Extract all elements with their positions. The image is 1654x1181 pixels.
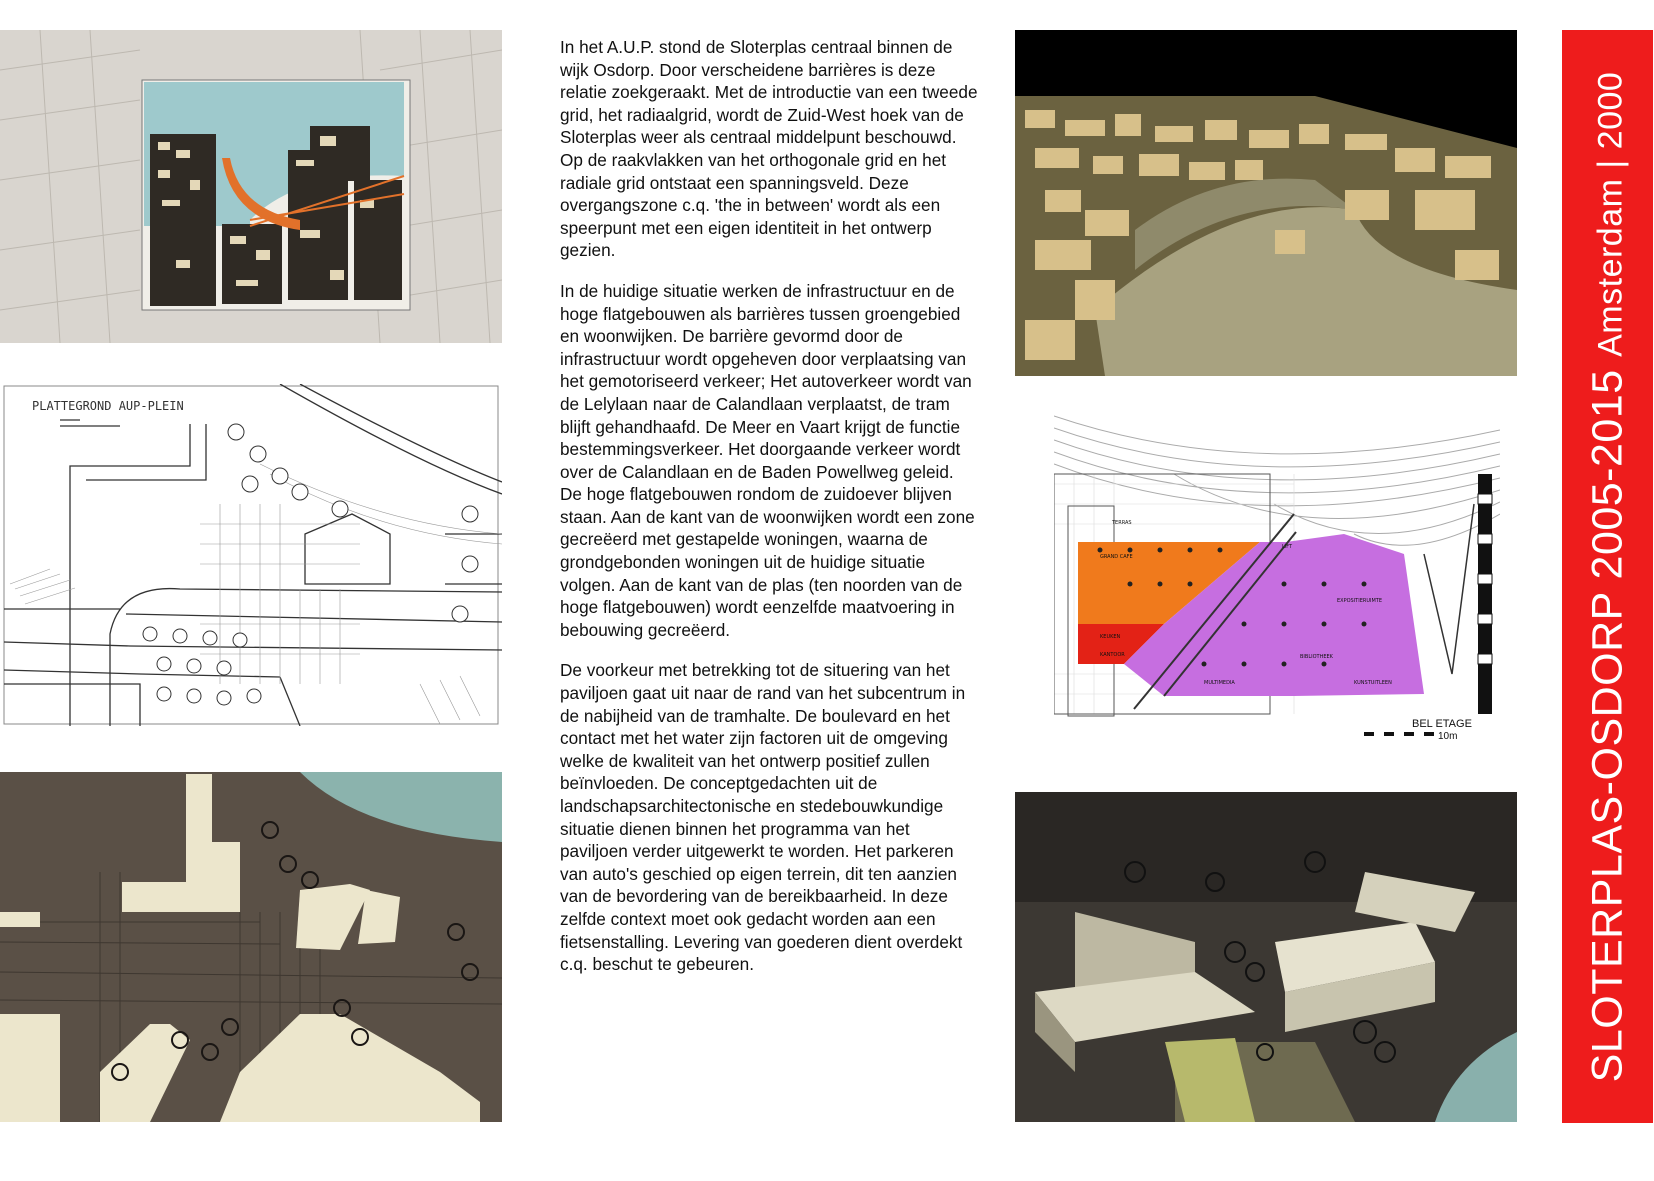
plan-drawing (0, 384, 502, 726)
plan-drawing-title: PLATTEGROND AUP-PLEIN (32, 399, 184, 413)
floor-plan-label: GRAND CAFE (1100, 554, 1133, 560)
paragraph-3: De voorkeur met betrekking tot de situering van het paviljoen gaat uit naar de rand van het subcentrum in de nabijheid van de tramhalte. De boulevard en het contact met het water zijn factoren uit de omgeving welke de kwaliteit van het ontwerp positief zullen beïnvloeden. De conceptgedachten uit de landschapsarchitectonische en stedebouwkundige situatie dienen binnen het programma van het paviljoen verder uitgewerkt te worden. Het parkeren van auto's geschied op eigen terrein, dit ten aanzien van de bevordering van de bereikbaarheid. In deze zelfde context moet ook gedacht worden aan een fietsenstalling. Levering van goederen dient overdekt c.q. beschut te gebeuren. (560, 660, 966, 975)
floor-plan-label: BIBLIOTHEEK (1300, 654, 1333, 660)
title-banner (1562, 30, 1653, 1123)
floor-plan-label: LIFT (1282, 544, 1293, 550)
floor-plan-label: TERRAS (1112, 520, 1132, 526)
perspective-model-photo (1015, 30, 1517, 376)
paragraph-1: In het A.U.P. stond de Sloterplas centraal binnen de wijk Osdorp. Door verscheidene barrières is deze relatie zoekgeraakt. Met de introductie van een tweede grid, het radiaalgrid, wordt de Zuid-West hoek van de Sloterplas weer als centraal middelpunt beschouwd. Op de raakvlakken van het orthogonale grid en het radiale grid ontstaat een spanningsveld. Deze overgangszone c.q. 'the in between' wordt als een speerpunt met een eigen identiteit in het ontwerp gezien. (560, 37, 978, 261)
closeup-model-photo (1015, 792, 1517, 1122)
floor-plan-scale: 10m (1438, 731, 1458, 742)
banner-main-title: SLOTERPLAS-OSDORP 2005-2015 (1583, 368, 1631, 1082)
floor-plan-caption: BEL ETAGE (1412, 718, 1472, 730)
paragraph-2: In de huidige situatie werken de infrastructuur en de hoge flatgebouwen als barrières tussen groengebied en woonwijken. De barrière gevormd door de infrastructuur wordt opgeheven door verplaatsing van het gemotoriseerd verkeer; Het autoverkeer wordt van de Lelylaan naar de Calandlaan verplaatst, de tram blijft gehandhaafd. De Meer en Vaart krijgt de functie bestemmingsverkeer. Het doorgaande verkeer wordt over de Calandlaan en de Baden Powellweg geleid. De hoge flatgebouwen rondom de zuidoever blijven staan. Aan de kant van de woonwijken wordt een zone gecreëerd met gestapelde woningen, waarna de grondgebonden woningen uit de huidige situatie volgen. Aan de kant van de plas (ten noorden van de hoge flatgebouwen) wordt eenzelfde maatvoering in bebouwing gecreëerd. (560, 280, 975, 640)
description-text (560, 36, 980, 994)
floor-plan-drawing (1054, 414, 1500, 744)
aerial-model-photo (0, 772, 502, 1122)
floor-plan-label: MULTIMEDIA (1204, 680, 1235, 686)
floor-plan-label: KUNSTUITLEEN (1354, 680, 1392, 686)
site-plan-photo (0, 30, 502, 343)
banner-city-year: Amsterdam | 2000 (1591, 71, 1629, 357)
floor-plan-label: KEUKEN (1100, 634, 1121, 640)
banner-title (1583, 71, 1632, 1082)
floor-plan-label: EXPOSITIERUIMTE (1337, 598, 1383, 604)
floor-plan-label: KANTOOR (1100, 652, 1125, 658)
